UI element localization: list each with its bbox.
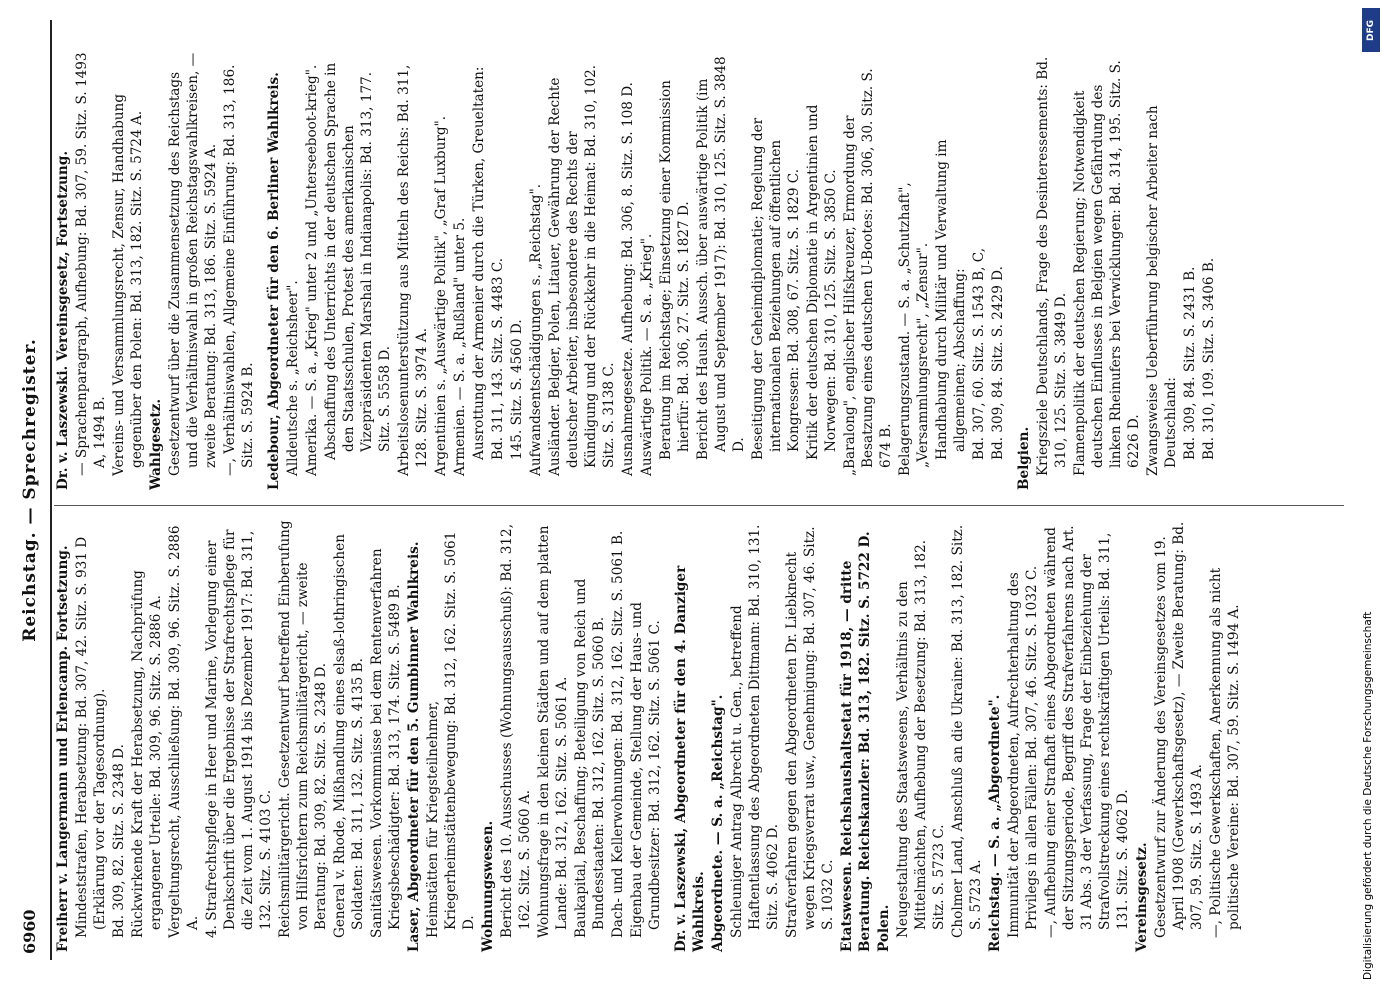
register-entry: Alldeutsche s. „Reichsheer". — [285, 280, 301, 476]
register-entry: Reichsmilitärgericht. Gesetzentwurf betreffend Einberufung von Hilfsrichtern zum Reichsmilitärgericht, — zweite Beratung: Bd. 309, 82. Sitz. S. 2348 D. — [277, 520, 329, 938]
register-entry: 145. Sitz. S. 4560 D. — [509, 319, 525, 460]
right-column — [54, 52, 1219, 490]
register-entry: Rückwirkende Kraft der Herabsetzung, Nachprüfung ergangener Urteile: Bd. 309, 96. Sitz. S. 2886 A. — [130, 570, 164, 938]
register-heading: Wohnungswesen. — [480, 820, 496, 952]
register-entry: Dach- und Kellerwohnungen: Bd. 312, 162. Sitz. S. 5061 B. — [610, 530, 626, 938]
register-entry: Abschaffung des Unterrichts in der deutschen Sprache in den Staatsschulen, Protest des amerikanischen Vizepräsidenten Marshal in Indianapolis: Bd. 313, 177. Sitz. S. 5558 D. — [323, 62, 393, 460]
register-entry: Auswärtige Politik. — S. a. „Krieg". — [639, 233, 655, 476]
register-entry: General v. Rhode, Mißhandlung eines elsaß-lothringischen Soldaten: Bd. 311, 132. Sitz. S. 4135 B. — [332, 534, 366, 938]
register-entry: Gesetzentwurf zur Änderung des Vereinsgesetzes vom 19. April 1908 (Gewerkschaftsgesetz), — Zweite Beratung: Bd. 307, 59. Sitz. S. 1493 A. — [1153, 521, 1205, 938]
register-heading: Wahlgesetz. — [148, 398, 164, 490]
register-entry: Schleuniger Antrag Albrecht u. Gen., betreffend Haftentlassung des Abgeordneten Dittmann: Bd. 310, 131. Sitz. S. 4062 D. — [729, 524, 781, 938]
register-entry: Immunität der Abgeordneten, Aufrechterhaltung des Privilegs in allen Fällen: Bd. 307, 46. Sitz. S. 1032 C. — [1006, 565, 1040, 938]
register-entry: Wohnungsfrage in den kleinen Städten und auf dem platten Lande: Bd. 312, 162. Sitz. S. 5061 A. — [536, 525, 570, 938]
register-entry: Vergeltungsrecht, Ausschließung: Bd. 309, 96. Sitz. S. 2886 A. — [167, 525, 201, 938]
register-entry: Flamenpolitik der deutschen Regierung; Notwendigkeit deutschen Einflusses in Belgien wegen Gefährdung des linken Rheinufers bei Verwicklungen: Bd. 314, 195. Sitz. S. 6226 D. — [1072, 60, 1142, 476]
spacer — [258, 52, 264, 490]
page-title: Reichstag. — Sprechregister. — [20, 338, 40, 642]
register-entry: Bericht des 10. Ausschusses (Wohnungsausschuß): Bd. 312, 162. Sitz. S. 5060 A. — [499, 523, 533, 938]
register-entry: —, Politische Gewerkschaften, Anerkennung als nicht politische Vereine: Bd. 307, 59. Sitz. S. 1494 A. — [1208, 567, 1242, 938]
register-entry: Gesetzentwurf über die Zusammensetzung des Reichstags und die Verhältniswahl in großen Reichstagswahlkreisen, — zweite Beratung: Bd. 313, 186. Sitz. S. 5924 A. — [167, 52, 219, 476]
header-rule — [50, 20, 52, 960]
register-heading: Vereinsgesetz. — [1134, 842, 1150, 952]
register-heading: Reichstag. — S. a. „Abgeordnete". — [987, 694, 1003, 952]
register-entry: 4. Strafrechtspflege in Heer und Marine, Vorlegung einer Denkschrift über die Ergebnisse der Strafrechtspflege für die Zeit vom 1. August 1914 bis Dezember 1917: Bd. 311, 132. Sitz. S. 4103 C. — [204, 529, 274, 938]
column-divider — [54, 505, 1344, 506]
register-entry: Bd. 309, 84. Sitz. S. 2431 B. — [1182, 266, 1198, 460]
register-entry: Belagerungszustand. — S. a. „Schutzhaft", „Versammlungsrecht", „Zensur". — [897, 182, 931, 476]
page-number: 6960 — [20, 909, 39, 954]
register-heading: Ledebour, Abgeordneter für den 6. Berliner Wahlkreis. — [266, 72, 282, 490]
register-entry: Kriegsziele Deutschlands, Frage des Desinteressements: Bd. 310, 125. Sitz. S. 3849 D. — [1035, 56, 1069, 476]
register-entry: Cholmer Land, Anschluß an die Ukraine: Bd. 313, 182. Sitz. S. 5723 A. — [950, 524, 984, 938]
register-heading: Belgien. — [1016, 426, 1032, 490]
register-entry: Argentinien s. „Auswärtige Politik", „Graf Luxburg". — [433, 115, 449, 476]
register-entry: Beseitigung der Geheimdiplomatie; Regelung der internationalen Beziehungen auf öffentlichen Kongressen: Bd. 308, 67. Sitz. S. 1829 C. — [750, 117, 802, 460]
register-entry: Mindeststrafen, Herabsetzung: Bd. 307, 42. Sitz. S. 931 D (Erklärung vor der Tagesordnung). — [74, 536, 108, 938]
register-entry: Armenien. — S. a. „Rußland" unter 5. — [452, 217, 468, 476]
register-entry: Beratung im Reichstage; Einsetzung einer Kommission hierfür: Bd. 306, 27. Sitz. S. 1827 D. — [658, 80, 692, 460]
register-entry: Neugestaltung des Staatswesens, Verhältnis zu den Mittelmächten, Aufhebung der Besetzung: Bd. 313, 182. Sitz. S. 5723 C. — [895, 539, 947, 938]
register-entry: —, Verhältniswahlen, Allgemeine Einführung: Bd. 313, 186. Sitz. S. 5924 B. — [222, 64, 256, 476]
register-entry: Ausrottung der Armenier durch die Türken, Greueltaten: — [471, 66, 487, 460]
running-head — [16, 20, 50, 960]
register-entry: Handhabung durch Militär und Verwaltung im allgemeinen; Abschaffung: — [934, 139, 968, 460]
register-entry: Baukapital, Beschaffung; Beteiligung von Reich und Bundesstaaten: Bd. 312, 162. Sitz. S. 5060 B. — [573, 578, 607, 938]
register-entry: Bd. 311, 143. Sitz. S. 4483 C. — [490, 257, 506, 460]
register-entry: Amerika. — S. a. „Krieg" unter 2 und „Unterseeboot-krieg". — [304, 64, 320, 476]
register-entry: Zwangsweise Ueberführung belgischer Arbeiter nach Deutschland: — [1145, 105, 1179, 476]
dfg-logo-icon: DFG — [1362, 8, 1380, 52]
register-heading: Abgeordnete. — S. a. „Reichstag". — [710, 694, 726, 952]
register-entry: Bd. 310, 109. Sitz. S. 3406 B. — [1201, 257, 1217, 460]
register-heading: Freiherr v. Langermann und Erlencamp. Fortsetzung. — [55, 545, 71, 952]
register-entry: Strafverfahren gegen den Abgeordneten Dr. Liebknecht wegen Kriegsverrat usw., Genehmigung: Bd. 307, 46. Sitz. S. 1032 C. — [784, 526, 836, 938]
register-entry: Bd. 309, 84. Sitz. S. 2429 D. — [990, 266, 1006, 460]
register-entry: Bd. 307, 60. Sitz. S. 1543 B, C, — [971, 247, 987, 460]
register-entry: „Baralong", englischer Hilfskreuzer, Ermordung der Besatzung eines deutschen U-Bootes: Bd. 306, 30. Sitz. S. 674 B. — [842, 68, 894, 476]
register-entry: Sanitätswesen. Vorkommnisse bei dem Rentenverfahren Kriegsbeschädigter: Bd. 313, 174. Sitz. S. 5489 B. — [369, 548, 403, 938]
register-heading: Polen. — [876, 904, 892, 952]
register-entry: — Sprachenparagraph, Aufhebung: Bd. 307, 59. Sitz. S. 1493 A, 1494 B. — [74, 52, 108, 476]
register-entry: Vereins- und Versammlungsrecht, Zensur, Handhabung gegenüber den Polen: Bd. 313, 182. Sitz. S. 5724 A. — [111, 93, 145, 476]
register-entry: —, Aufhebung einer Strafhaft eines Abgeordneten während der Sitzungsperiode, Begriff des Strafverfahrens nach Art. 31 Abs. 3 der Verfassung, Frage der Einbeziehung der Strafvollstreckung eines rechtskräftigen Urteils: Bd. 311, 131. Sitz. S. 4062 D. — [1043, 525, 1131, 938]
register-heading: Laser, Abgeordneter für den 5. Gumbinner Wahlkreis. — [406, 541, 422, 952]
register-entry: Aufwandsentschädigungen s. „Reichstag". — [528, 183, 544, 476]
register-entry: Heimstätten für Kriegsteilnehmer, Kriegerheimstättenbewegung: Bd. 312, 162. Sitz. S. 5061 D. — [425, 531, 477, 938]
register-heading: Etatswesen. Reichshaushaltsetat für 1918, — dritte Beratung. Reichskanzler: Bd. 313, 182. Sitz. S. 5722 D. — [839, 531, 873, 952]
rotated-page — [8, 20, 1348, 960]
register-entry: Arbeitslosenunterstützung aus Mitteln des Reichs: Bd. 311, 128. Sitz. S. 3974 A. — [396, 64, 430, 476]
left-column — [54, 514, 1244, 952]
register-heading: Dr. v. Laszewski. Vereinsgesetz, Fortsetzung. — [55, 150, 71, 490]
register-heading: Dr. v. Laszewski, Abgeordneter für den 4. Danziger Wahlkreis. — [673, 565, 707, 952]
register-entry: Bericht des Haush. Aussch. über auswärtige Politik (im August und September 1917): Bd. 310, 125. Sitz. S. 3848 D. — [695, 56, 747, 460]
spacer — [1008, 52, 1014, 490]
register-entry: Kritik der deutschen Diplomatie in Argentinien und Norwegen: Bd. 310, 125. Sitz. S. 3850 C. — [805, 104, 839, 460]
register-entry: Ausländer. Belgier, Polen, Litauer, Gewährung der Rechte deutscher Arbeiter, insbesondere des Rechts der Kündigung und der Rückkehr in die Heimat: Bd. 310, 102. Sitz. S. 3138 C. — [547, 64, 617, 476]
register-entry: Bd. 309, 82. Sitz. S. 2348 D. — [111, 744, 127, 938]
register-entry: Ausnahmegesetze. Aufhebung: Bd. 306, 8. Sitz. S. 108 D. — [620, 81, 636, 476]
spacer — [665, 514, 671, 952]
digitization-credit: Digitalisierung gefördert durch die Deutsche Forschungsgemeinschaft — [1362, 611, 1374, 980]
register-entry: Eigenbau der Gemeinde, Stellung der Haus- und Grundbesitzer: Bd. 312, 162. Sitz. S. 5061 C. — [629, 602, 663, 938]
